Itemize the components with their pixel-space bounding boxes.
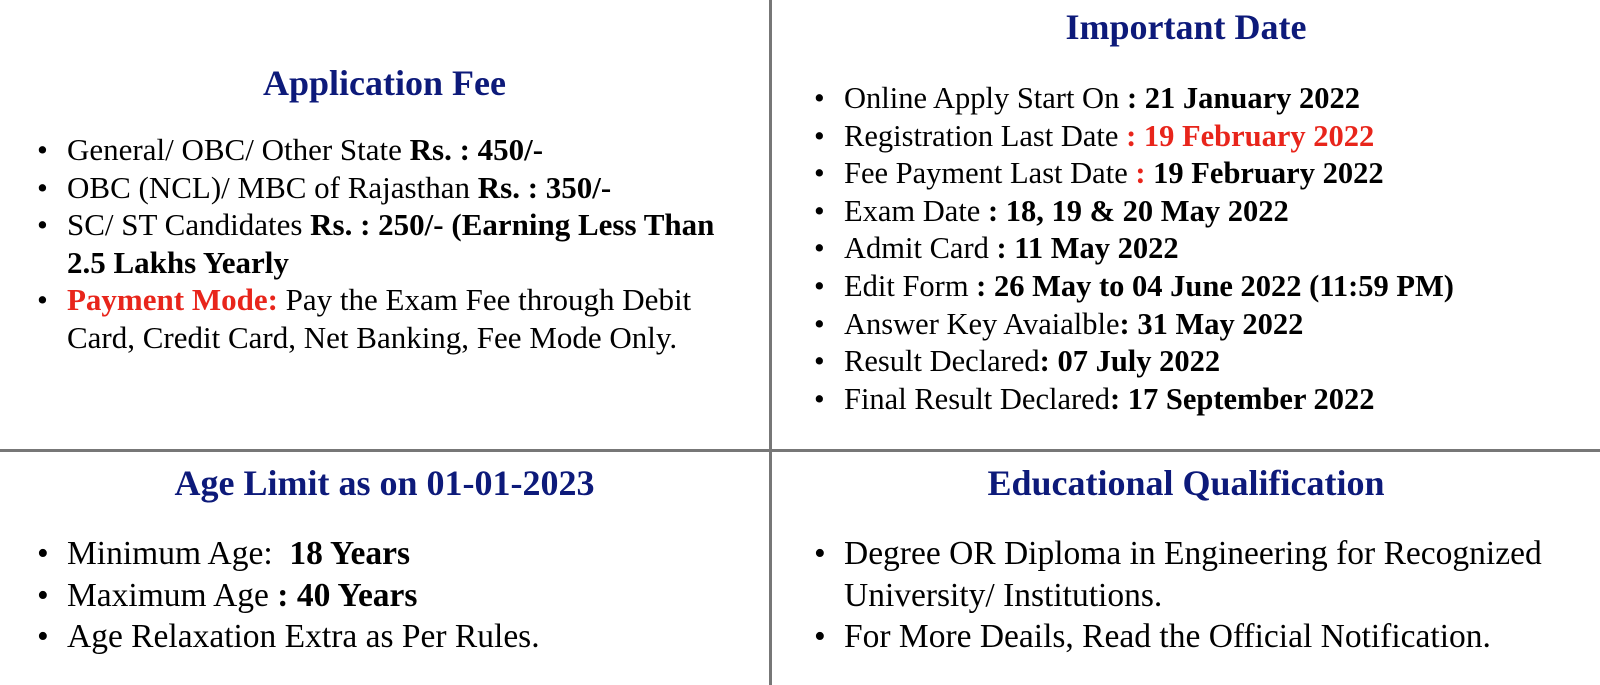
list-item: • Online Apply Start On : 21 January 2022 xyxy=(844,80,1600,118)
table-divider-horizontal xyxy=(0,449,1600,452)
list-item: • Final Result Declared: 17 September 2022 xyxy=(844,381,1600,419)
list-item: • Maximum Age : 40 Years xyxy=(67,575,769,617)
age-limit-list xyxy=(67,533,769,658)
important-date-heading: Important Date xyxy=(1065,7,1307,47)
application-fee-list xyxy=(67,131,757,356)
list-item: • Age Relaxation Extra as Per Rules. xyxy=(67,616,769,658)
list-item: • General/ OBC/ Other State Rs. : 450/- xyxy=(67,131,757,169)
list-item: • Exam Date : 18, 19 & 20 May 2022 xyxy=(844,193,1600,231)
application-fee-heading: Application Fee xyxy=(263,63,506,103)
list-item: • SC/ ST Candidates Rs. : 250/- (Earning Less Than 2.5 Lakhs Yearly xyxy=(67,206,757,281)
educational-qualification-heading: Educational Qualification xyxy=(987,463,1385,503)
list-item: • Payment Mode: Pay the Exam Fee through Debit Card, Credit Card, Net Banking, Fee Mode Only. xyxy=(67,281,757,356)
educational-qualification-cell xyxy=(772,463,1600,658)
list-item: • Minimum Age: 18 Years xyxy=(67,533,769,575)
list-item: • Admit Card : 11 May 2022 xyxy=(844,230,1600,268)
application-fee-cell xyxy=(0,63,769,356)
age-limit-cell xyxy=(0,463,769,658)
list-item: • OBC (NCL)/ MBC of Rajasthan Rs. : 350/- xyxy=(67,169,757,207)
list-item: • Result Declared: 07 July 2022 xyxy=(844,343,1600,381)
age-limit-heading: Age Limit as on 01-01-2023 xyxy=(174,463,595,503)
list-item: • Answer Key Avaialble: 31 May 2022 xyxy=(844,306,1600,344)
list-item: • Registration Last Date : 19 February 2022 xyxy=(844,118,1600,156)
important-date-cell xyxy=(772,7,1600,418)
important-date-list xyxy=(844,80,1600,418)
payment-mode-label: Payment Mode: xyxy=(67,282,278,317)
list-item: • Fee Payment Last Date : 19 February 2022 xyxy=(844,155,1600,193)
list-item: • For More Deails, Read the Official Notification. xyxy=(844,616,1596,658)
list-item: • Degree OR Diploma in Engineering for Recognized University/ Institutions. xyxy=(844,533,1596,616)
educational-qualification-list xyxy=(844,533,1596,658)
list-item: • Edit Form : 26 May to 04 June 2022 (11:59 PM) xyxy=(844,268,1600,306)
